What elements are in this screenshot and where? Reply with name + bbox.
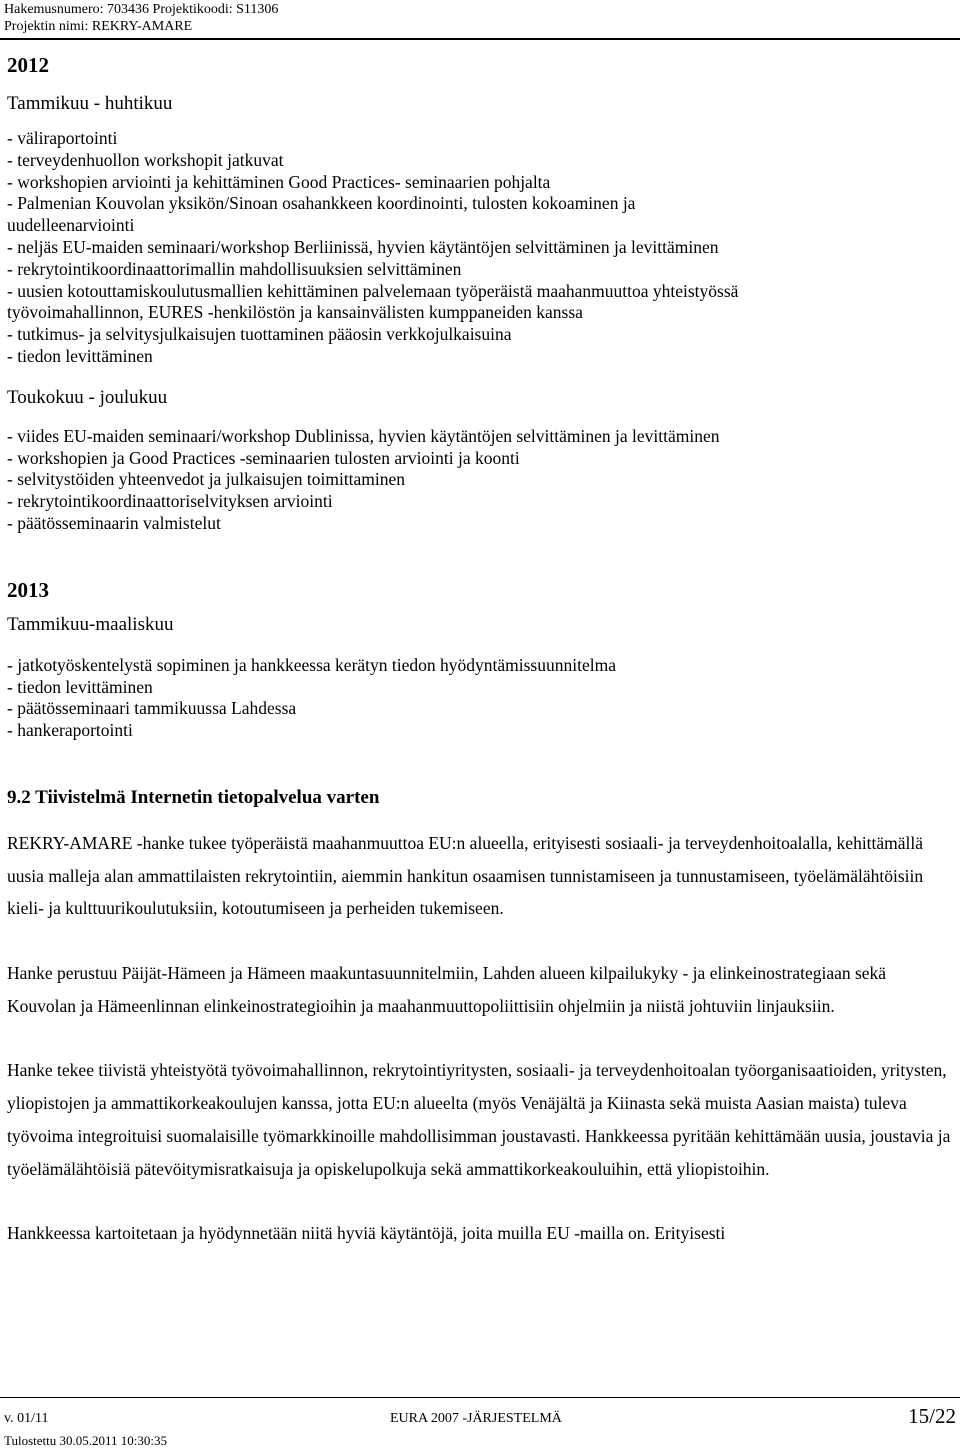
section-title-summary: 9.2 Tiivistelmä Internetin tietopalvelua varten [7, 786, 380, 808]
list-item: - workshopien ja Good Practices -seminaarien tulosten arviointi ja koonti [7, 447, 520, 468]
period-heading-jan-mar-2013: Tammikuu-maaliskuu [7, 613, 174, 635]
list-item: - hankeraportointi [7, 720, 133, 741]
list-item: - väliraportointi [7, 128, 118, 148]
page-content [7, 50, 953, 1250]
summary-paragraph: Hankkeessa kartoitetaan ja hyödynnetään niitä hyviä käytäntöjä, joita muilla EU -mailla on. Erityisesti [7, 1223, 726, 1244]
form-version: v. 01/11 [4, 1411, 49, 1426]
page-number: 15/22 [908, 1404, 956, 1428]
summary-paragraph: REKRY-AMARE -hanke tukee työperäistä maahanmuuttoa EU:n alueella, erityisesti sosiaali- ja terveydenhoitoalalla, kehittämällä uusia malleja alan ammattilaisten rekrytointiin, aiemmin hankitun osaamisen tunnistamiseen ja tunnustamiseen, työelämälähtöisiin kieli- ja kulttuurikoulutuksiin, kotoutumiseen ja perheiden tukemiseen. [7, 832, 924, 919]
list-item: - jatkotyöskentelystä sopiminen ja hankkeessa kerätyn tiedon hyödyntämissuunnitelma [7, 654, 616, 675]
list-item: - uusien kotouttamiskoulutusmallien kehittäminen palvelemaan työperäistä maahanmuuttoa yhteistyössä [7, 280, 739, 301]
list-item: - neljäs EU-maiden seminaari/workshop Berliinissä, hyvien käytäntöjen selvittäminen ja levittäminen [7, 236, 719, 257]
list-item: uudelleenarviointi [7, 215, 135, 236]
list-item: - päätösseminaarin valmistelut [7, 512, 221, 533]
list-item: työvoimahallinnon, EURES -henkilöstön ja kansainvälisten kumppaneiden kanssa [7, 302, 583, 323]
schedule-2013 [7, 577, 953, 742]
list-item: - tutkimus- ja selvitysjulkaisujen tuottaminen pääosin verkkojulkaisuina [7, 324, 512, 345]
list-item: - tiedon levittäminen [7, 676, 153, 697]
schedule-2012 [7, 52, 953, 535]
list-item: - rekrytointikoordinaattoriselvityksen arviointi [7, 491, 333, 512]
system-name: EURA 2007 -JÄRJESTELMÄ [390, 1411, 562, 1426]
list-item: - terveydenhuollon workshopit jatkuvat [7, 149, 284, 170]
year-heading-2012: 2012 [7, 53, 49, 77]
task-list-jan-mar-2013 [7, 655, 953, 742]
list-item: - päätösseminaari tammikuussa Lahdessa [7, 698, 297, 719]
page-header [4, 1, 278, 35]
list-item: - tiedon levittäminen [7, 345, 153, 366]
task-list-jan-apr-2012 [7, 128, 953, 368]
list-item: - Palmenian Kouvolan yksikön/Sinoan osahankkeen koordinointi, tulosten kokoaminen ja [7, 193, 636, 214]
year-heading-2013: 2013 [7, 577, 49, 602]
header-divider [0, 38, 960, 40]
list-item: - rekrytointikoordinaattorimallin mahdollisuuksien selvittäminen [7, 258, 462, 279]
project-name-line: Projektin nimi: REKRY-AMARE [4, 19, 193, 34]
list-item: - selvitystöiden yhteenvedot ja julkaisujen toimittaminen [7, 469, 406, 490]
page-footer [0, 1397, 960, 1449]
summary-paragraph: Hanke tekee tiivistä yhteistyötä työvoimahallinnon, rekrytointiyritysten, sosiaali- ja terveydenhoitoalan työorganisaatioiden, yritysten, yliopistojen ja ammattikorkeakoulujen kanssa, jotta EU:n alueelta (myös Venäjältä ja Kiinasta sekä muista Aasian maista) tuleva työvoima integroituisi suomalaisille työmarkkinoille mahdollisimman joustavasti. Hankkeessa pyritään kehittämään uusia, joustavia ja työelämälähtöisiä pätevöitymisratkaisuja ja opiskelupolkuja sekä ammattikorkeakouluihin, että yliopistoihin. [7, 1060, 951, 1179]
list-item: - viides EU-maiden seminaari/workshop Dublinissa, hyvien käytäntöjen selvittäminen ja levittäminen [7, 425, 720, 446]
summary-paragraph: Hanke perustuu Päijät-Hämeen ja Hämeen maakuntasuunnitelmiin, Lahden alueen kilpailukyky - ja elinkeinostrategiaan sekä Kouvolan ja Hämeenlinnan elinkeinostrategioihin ja maahanmuuttopoliittisiin ohjelmiin ja niistä johtuviin linjauksiin. [7, 963, 887, 1016]
list-item: - workshopien arviointi ja kehittäminen Good Practices- seminaarien pohjalta [7, 171, 551, 192]
task-list-may-dec-2012 [7, 426, 953, 535]
application-number-line: Hakemusnumero: 703436 Projektikoodi: S11306 [4, 2, 279, 17]
period-heading-may-dec-2012: Toukokuu - joulukuu [7, 386, 168, 408]
summary-section [7, 786, 953, 1250]
printed-timestamp: Tulostettu 30.05.2011 10:30:35 [4, 1433, 168, 1448]
footer-divider [0, 1397, 960, 1398]
period-heading-jan-apr-2012: Tammikuu - huhtikuu [7, 93, 173, 114]
